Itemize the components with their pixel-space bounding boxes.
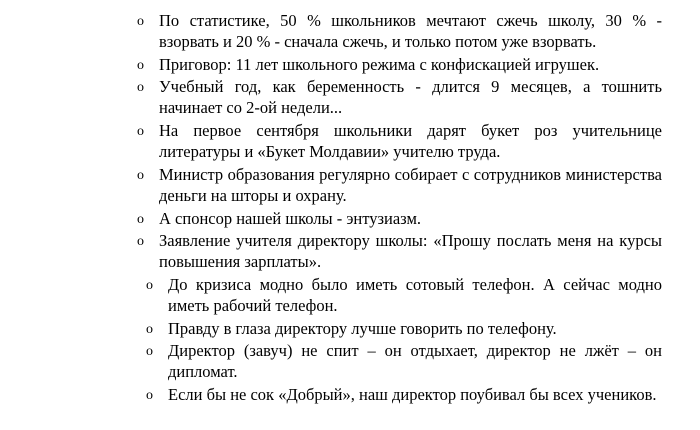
list-item — [137, 120, 662, 162]
list-item — [137, 230, 662, 272]
list-item-text: Если бы не сок «Добрый», наш директор поубивал бы всех учеников. — [168, 385, 657, 404]
bullet-icon: o — [137, 212, 144, 227]
bullet-icon: o — [146, 344, 153, 359]
list-item-text: Директор (завуч) не спит – он отдыхает, директор не лжёт – он дипломат. — [168, 341, 662, 381]
bullet-icon: o — [137, 124, 144, 139]
list-item-text: До кризиса модно было иметь сотовый телефон. А сейчас модно иметь рабочий телефон. — [168, 275, 662, 315]
list-item — [146, 274, 662, 316]
list-item-text: На первое сентября школьники дарят букет роз учительнице литературы и «Букет Молдавии» учителю труда. — [159, 121, 662, 161]
bullet-icon: o — [137, 80, 144, 95]
list-item-text: Учебный год, как беременность - длится 9 месяцев, а тошнить начинает со 2-ой недели... — [159, 77, 662, 117]
list-item — [137, 208, 662, 231]
list-item-text: А спонсор нашей школы - энтузиазм. — [159, 209, 422, 228]
list-item-text: Заявление учителя директору школы: «Прошу послать меня на курсы повышения зарплаты». — [159, 231, 662, 271]
bullet-icon: o — [137, 58, 144, 73]
list-item — [137, 164, 662, 206]
list-item-text: Приговор: 11 лет школьного режима с конфискацией игрушек. — [159, 55, 600, 74]
list-item-text: По статистике, 50 % школьников мечтают сжечь школу, 30 % - взорвать и 20 % - сначала сжечь, и только потом уже взорвать. — [159, 11, 662, 51]
list-item-text: Министр образования регулярно собирает с сотрудников министерства деньги на шторы и охрану. — [159, 165, 662, 205]
bullet-icon: o — [137, 14, 144, 29]
list-item — [146, 340, 662, 382]
list-item — [146, 318, 662, 341]
bullet-icon: o — [137, 234, 144, 249]
list-item — [146, 384, 662, 407]
bullet-icon: o — [146, 278, 153, 293]
bullet-icon: o — [137, 168, 144, 183]
list-item-text: Правду в глаза директору лучше говорить по телефону. — [168, 319, 557, 338]
bullet-icon: o — [146, 322, 153, 337]
list-item — [137, 54, 662, 77]
bullet-icon: o — [146, 388, 153, 403]
list-item — [137, 76, 662, 118]
list-item — [137, 10, 662, 52]
